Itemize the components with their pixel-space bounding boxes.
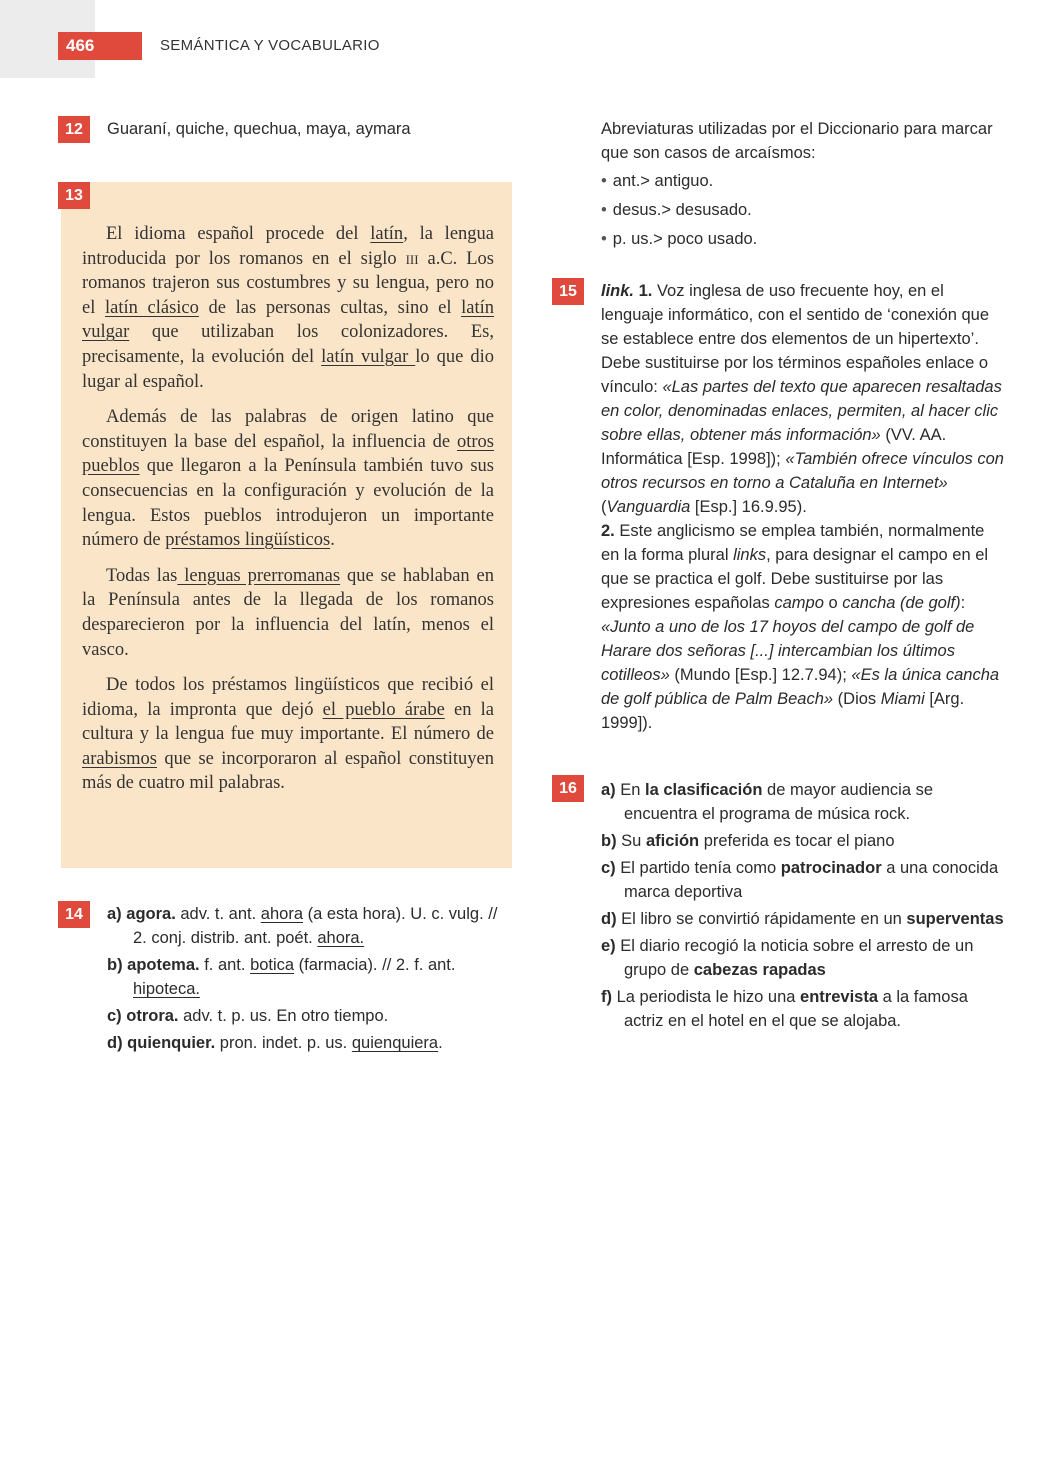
paragraph: El idioma español procede del latín, la lengua introducida por los romanos en el siglo iii a.C. Los romanos trajeron sus costumbres y su lengua, pero no el latín clásico de las personas cultas, sino el latín vulgar que utilizaban los colonizadores. Es, precisamente, la evolución del latín vulgar lo que dio lugar al español. xyxy=(82,224,494,392)
abbreviations-list xyxy=(601,169,1001,251)
paragraph: Además de las palabras de origen latino que constituyen la base del español, la influencia de otros pueblos que llegaron a la Península también tuvo sus consecuencias en la configuración y evolución de la lengua. Estos pueblos introdujeron un importante número de préstamos lingüísticos. xyxy=(82,407,494,551)
list-item: • p. us.> poco usado. xyxy=(601,227,1001,251)
dictionary-entry: d) quienquier. pron. indet. p. us. quienquiera. xyxy=(107,1034,443,1052)
sentence-item: b) Su afición preferida es tocar el piano xyxy=(601,832,895,850)
sentence-item: c) El partido tenía como patrocinador a una conocida marca deportiva xyxy=(601,859,999,901)
exercise-14-number: 14 xyxy=(58,901,90,928)
paragraph: De todos los préstamos lingüísticos que recibió el idioma, la impronta que dejó el pueblo árabe en la cultura y la lengua fue muy importante. El número de arabismos que se incorporaron al español constituyen más de cuatro mil palabras. xyxy=(82,675,495,794)
dictionary-entry: c) otrora. adv. t. p. us. En otro tiempo. xyxy=(107,1007,389,1025)
definition-sense-2: 2. Este anglicismo se emplea también, normalmente en la forma plural links, para designar el campo en el que se practica el golf. Debe sustituirse por las expresiones españolas campo o cancha (de golf): «Junto a uno de los 17 hoyos del campo de golf de Harare dos señoras [...] intercambian los últimos cotilleos» (Mundo [Esp.] 12.7.94); «Es la única cancha de golf pública de Palm Beach» (Dios Miami [Arg. 1999]). xyxy=(601,522,1000,732)
sentence-item: a) En la clasificación de mayor audiencia se encuentra el programa de música rock. xyxy=(601,781,934,823)
sentence-item: d) El libro se convirtió rápidamente en un superventas xyxy=(601,910,1004,928)
definition-sense-1: link. 1. Voz inglesa de uso frecuente hoy, en el lenguaje informático, con el sentido de ‘conexión que se establece entre dos elementos de un hipertexto’. Debe sustituirse por los términos españoles enlace o vínculo: «Las partes del texto que aparecen resaltadas en color, denominadas enlaces, permiten, al hacer clic sobre ellas, obtener más información» (VV. AA. Informática [Esp. 1998]); «También ofrece vínculos con otros recursos en torno a Cataluña en Internet» (Vanguardia [Esp.] 16.9.95). xyxy=(601,282,1004,516)
exercise-13-box xyxy=(61,182,512,868)
dictionary-entry: b) apotema. f. ant. botica (farmacia). // 2. f. ant. hipoteca. xyxy=(107,956,456,998)
exercise-12-answer: Guaraní, quiche, quechua, maya, aymara xyxy=(107,120,411,138)
abbreviations-intro: Abreviaturas utilizadas por el Diccionario para marcar que son casos de arcaísmos: xyxy=(601,120,993,162)
dictionary-entry: a) agora. adv. t. ant. ahora (a esta hora). U. c. vulg. // 2. conj. distrib. ant. poét. ahora. xyxy=(107,905,498,947)
exercise-16-number: 16 xyxy=(552,775,584,802)
exercise-12-number: 12 xyxy=(58,116,90,143)
list-item: • ant.> antiguo. xyxy=(601,169,1001,193)
abbreviations-note xyxy=(601,117,1001,256)
exercise-14-entries xyxy=(107,902,512,1058)
exercise-15-definition xyxy=(601,279,1006,735)
exercise-16-sentences xyxy=(601,778,1009,1036)
exercise-15-number: 15 xyxy=(552,278,584,305)
running-header: SEMÁNTICA Y VOCABULARIO xyxy=(160,37,380,54)
sentence-item: f) La periodista le hizo una entrevista a la famosa actriz en el hotel en el que se alojaba. xyxy=(601,988,968,1030)
exercise-13-text xyxy=(82,222,494,807)
exercise-13-number: 13 xyxy=(58,182,90,209)
paragraph: Todas las lenguas prerromanas que se hablaban en la Península antes de la llegada de los romanos desparecieron por la influencia del latín, menos el vasco. xyxy=(82,565,495,660)
page-number: 466 xyxy=(58,32,142,60)
list-item: • desus.> desusado. xyxy=(601,198,1001,222)
sentence-item: e) El diario recogió la noticia sobre el arresto de un grupo de cabezas rapadas xyxy=(601,937,974,979)
